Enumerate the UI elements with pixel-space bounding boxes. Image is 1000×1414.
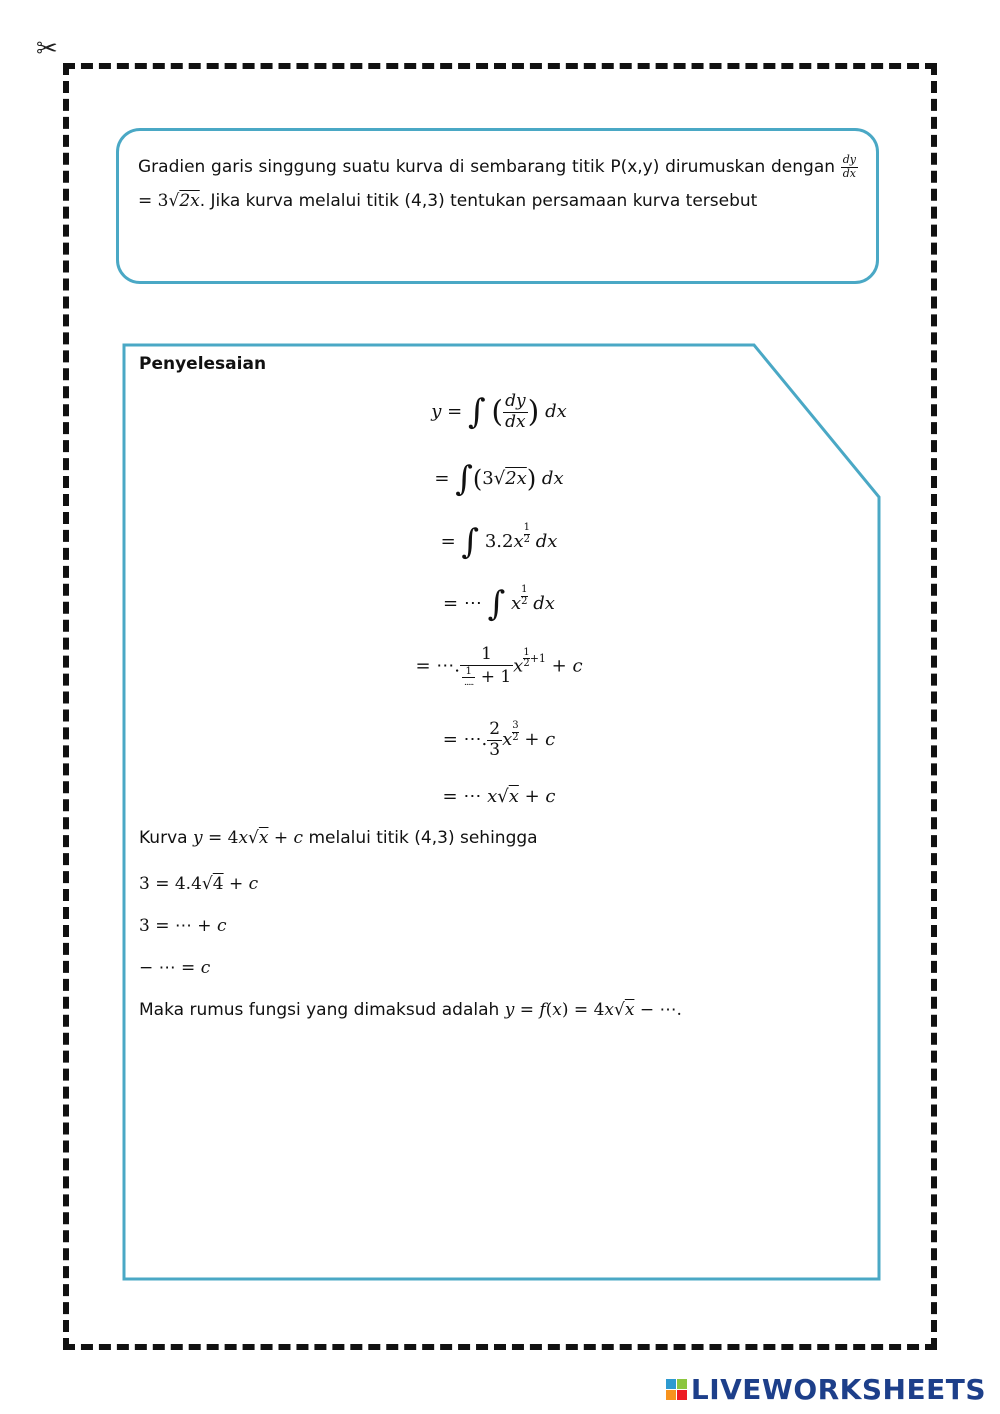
logo-text: LIVEWORKSHEETS [690,1373,986,1406]
step-2-equation: = ∫(3√2x) dx [434,459,564,499]
derivative-fraction: $\frac{dy}{dx}$ [842,152,856,180]
step-1-equation: y = ∫ ( $\frac{dy}{dx}$ ) dx [431,391,567,433]
substitution-line-2: 3 = ⋯ + c [139,916,227,936]
logo-mark-icon [666,1379,687,1400]
step-3-equation: = ∫ 3.2x $\frac{1}{2}$ dx [440,522,558,562]
step-4-equation: = ⋯ ∫ x $\frac{1}{2}$ dx [443,584,555,624]
liveworksheets-logo [666,1373,986,1406]
condition-line: Kurva y = 4x√x + c melalui titik (4,3) sehingga [139,828,538,848]
solution-content [139,350,859,1020]
substitution-line-3: − ⋯ = c [139,958,211,978]
step-5-equation: = ⋯. 1 $\frac{1}{.....}$ + 1 x $\frac{1}{2}$ +1 + c [415,644,583,689]
question-text-after: . Jika kurva melalui titik (4,3) tentukan persamaan kurva tersebut [199,191,758,211]
step-6-equation: = ⋯. $\frac{2}{3}$ x $\frac{3}{2}$ + c [442,719,556,760]
scissors-icon: ✂ [36,34,58,64]
question-text-before: Gradien garis singgung suatu kurva di sembarang titik P(x,y) dirumuskan dengan [138,157,841,177]
question-rhs-radicand: 2x [179,191,200,211]
solution-heading: Penyelesaian [139,354,267,374]
step-7-equation: = ⋯ x√x + c [442,786,556,807]
question-box: Gradien garis singgung suatu kurva di sembarang titik P(x,y) dirumuskan dengan $\frac{dy}{dx}$ = 3√2x. Jika kurva melalui titik (4,3) tentukan persamaan kurva tersebut [116,128,879,284]
question-rhs-coefficient: 3 [157,191,169,211]
conclusion-line: Maka rumus fungsi yang dimaksud adalah y = f(x) = 4x√x − ⋯. [139,1000,682,1020]
substitution-line-1: 3 = 4.4√4 + c [139,874,259,894]
